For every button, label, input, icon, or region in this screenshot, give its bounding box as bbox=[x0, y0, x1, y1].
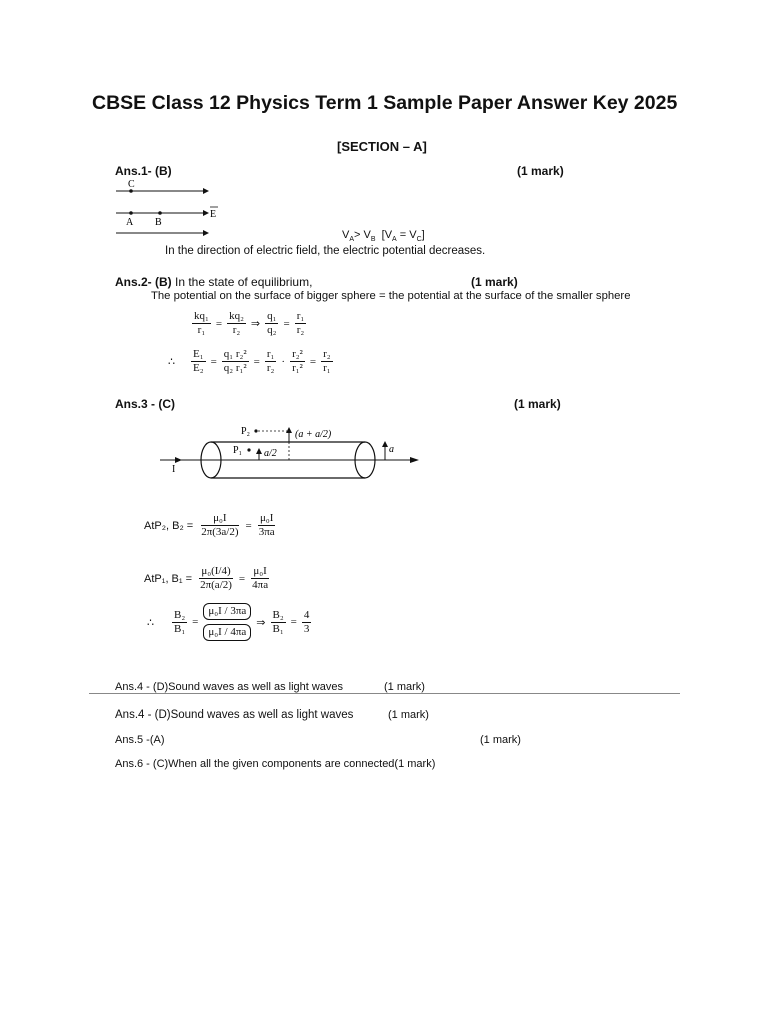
ans4-first-marks: (1 mark) bbox=[384, 681, 425, 693]
ans2-heading bbox=[115, 275, 312, 289]
ans3-label: Ans.3 - (C) bbox=[115, 397, 175, 411]
point-b-dot bbox=[158, 211, 162, 215]
ans3-ratio-equation: ∴ $\frac{\text{B₂}}{\text{B₁}}$ = $\frac{\text{μ₀I / 3πa}}{\text{μ₀I / 4πa}}$ ⇒ $\frac{\text{B₂}}{\text{B₁}}$ = $\frac{4}{3}$ bbox=[144, 603, 313, 641]
ans2-equation-2: ∴ $\frac{\text{E₁}}{\text{E₂}}$ = $\frac{\text{q₁ r₂²}}{\text{q₂ r₁²}}$ = $\frac{\text{r₁}}{\text{r₂}}$ · $\frac{\text{r₂²}}{\text{r₁²}}$ = $\frac{\text{r₂}}{\text{r₁}}$ bbox=[168, 348, 331, 375]
ans2-lead: In the state of equilibrium, bbox=[171, 275, 313, 289]
point-p1-label: P₁ bbox=[233, 445, 243, 456]
ans2-statement: The potential on the surface of bigger sphere = the potential at the surface of the smaller sphere bbox=[151, 290, 631, 302]
ans3-marks: (1 mark) bbox=[514, 397, 561, 411]
ans2-equation-1: $\frac{\text{kq₁}}{\text{r₁}}$ = $\frac{\text{kq₂}}{\text{r₂}}$ ⇒ $\frac{\text{q₁}}{\text{q₂}}$ = $\frac{\text{r₁}}{\text{r₂}}$ bbox=[194, 310, 305, 337]
point-b-label: B bbox=[155, 217, 162, 228]
horizontal-divider bbox=[89, 693, 680, 694]
ans1-relation: $V_A> V_B$ $[V_A = V_C]$ bbox=[342, 229, 425, 244]
point-p1-dot bbox=[247, 448, 250, 451]
ans2-label: Ans.2- (B) bbox=[115, 275, 172, 289]
p1-distance-label: a/2 bbox=[264, 448, 277, 459]
ans1-marks: (1 mark) bbox=[517, 164, 564, 178]
point-a-label: A bbox=[126, 217, 134, 228]
ans4-first-text: Ans.4 - (D)Sound waves as well as light waves bbox=[115, 681, 344, 693]
ans2-marks: (1 mark) bbox=[471, 275, 518, 289]
point-c-label: C bbox=[128, 179, 135, 190]
ans4-second-marks: (1 mark) bbox=[388, 709, 429, 721]
point-p2-label: P₂ bbox=[241, 426, 251, 437]
ans5-marks: (1 mark) bbox=[480, 734, 521, 746]
section-heading: [SECTION – A] bbox=[337, 139, 427, 154]
ans3-b2-equation: AtP₂, B₂ = $\frac{\text{μ₀I}}{2\pi(3a/2)}$ = $\frac{\text{μ₀I}}{3\pi a}$ bbox=[144, 512, 275, 539]
ans3-cylinder-figure bbox=[155, 420, 430, 482]
ans1-label: Ans.1- (B) bbox=[115, 164, 172, 178]
ans3-b1-equation: AtP₁, B₁ = $\frac{\text{μ₀(I/4)}}{2\pi(a/2)}$ = $\frac{\text{μ₀I}}{4\pi a}$ bbox=[144, 565, 269, 592]
page-title: CBSE Class 12 Physics Term 1 Sample Paper Answer Key 2025 bbox=[92, 92, 678, 114]
ans1-field-lines-figure bbox=[110, 176, 230, 242]
ans1-explanation: In the direction of electric field, the electric potential decreases. bbox=[165, 245, 486, 257]
current-label: I bbox=[172, 464, 176, 475]
ans6-text: Ans.6 - (C)When all the given components are connected(1 mark) bbox=[115, 758, 436, 770]
ans4-second-text: Ans.4 - (D)Sound waves as well as light waves bbox=[115, 709, 354, 721]
point-p2-dot bbox=[254, 429, 257, 432]
p2-distance-label: (a + a/2) bbox=[295, 429, 332, 440]
field-e-label: E bbox=[210, 209, 217, 220]
ans5-text: Ans.5 -(A) bbox=[115, 734, 165, 746]
point-a-dot bbox=[129, 211, 133, 215]
radius-label: a bbox=[389, 444, 394, 455]
